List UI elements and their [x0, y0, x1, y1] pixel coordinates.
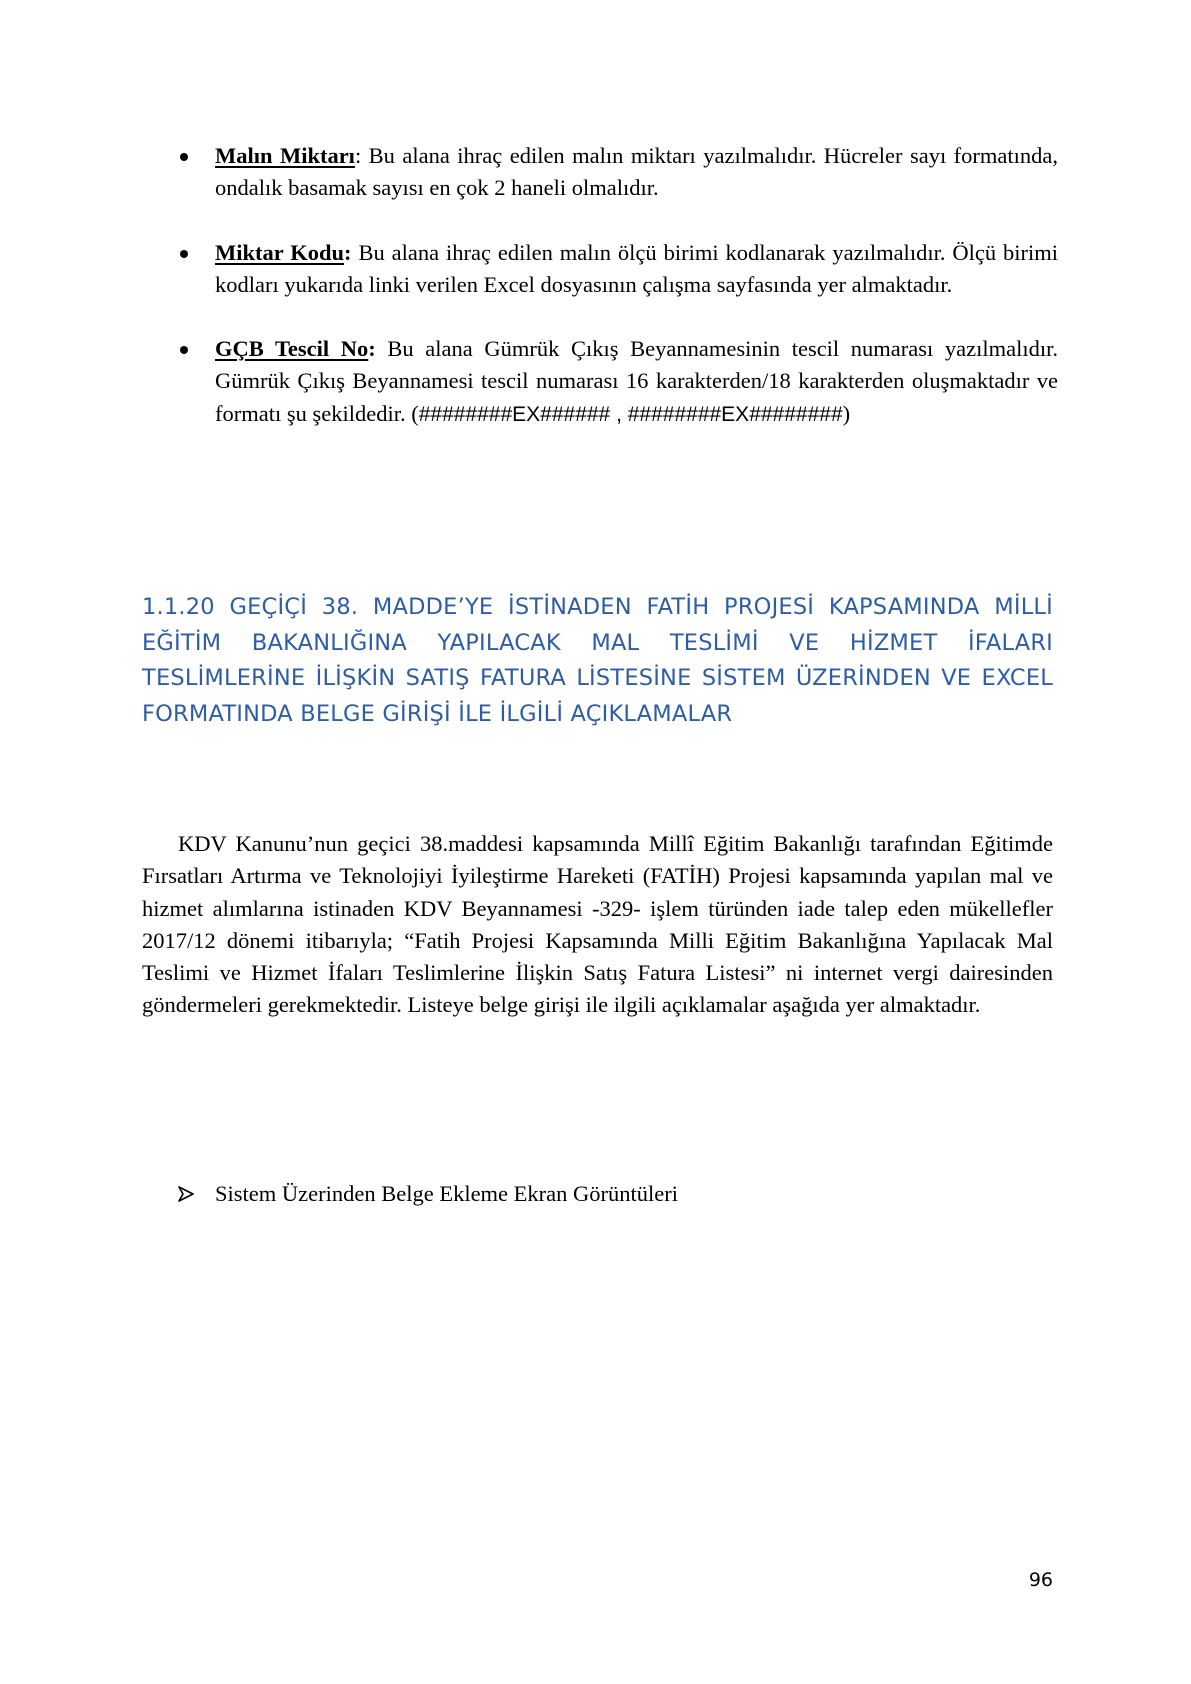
pattern-suffix: ) [842, 400, 851, 426]
term-label: Miktar Kodu [215, 239, 345, 265]
term-colon: : [368, 336, 376, 362]
body-paragraph: KDV Kanunu’nun geçici 38.maddesi kapsamında Millî Eğitim Bakanlığı tarafından Eğitimde Fırsatları Artırma ve Teknolojiyi İyileştirme Hareketi (FATİH) Projesi kapsamında yapılan mal ve hizmet alımlarına istinaden KDV Beyannamesi -329- işlem türünden iade talep eden mükellefler 2017/12 dönemi itibarıyla; “Fatih Projesi Kapsamında Milli Eğitim Bakanlığına Yapılacak Mal Teslimi ve Hizmet İfaları Teslimlerine İlişkin Satış Fatura Listesi” ni internet vergi dairesinden göndermeleri gerekmektedir. Listeye belge girişi ile ilgili açıklamalar aşağıda yer almaktadır. [142, 831, 1053, 1018]
page-number: 96 [1028, 1569, 1053, 1591]
arrowhead-bullet-icon [178, 1186, 194, 1202]
term-description: Bu alana ihraç edilen malın ölçü birimi kodlanarak yazılmalıdır. Ölçü birimi kodları yukarıda linki verilen Excel dosyasının çalışma sayfasında yer almaktadır. [215, 239, 1059, 297]
registration-format-pattern: ########EX###### , ########EX######## [418, 402, 843, 426]
term-label: Malın Miktarı [215, 143, 355, 168]
field-description-list [178, 140, 1058, 431]
list-item-malin-miktari [178, 140, 1058, 205]
bullet-dot-icon [180, 250, 188, 258]
term-label: GÇB Tescil No [215, 336, 369, 362]
term-description: Bu alana ihraç edilen malın miktarı yazılmalıdır. Hücreler sayı formatında, ondalık basamak sayısı en çok 2 haneli olmalıdır. [215, 143, 1058, 201]
term-colon: : [344, 239, 352, 265]
section-heading: 1.1.20 GEÇİÇİ 38. MADDE’YE İSTİNADEN FATİH PROJESİ KAPSAMINDA MİLLİ EĞİTİM BAKANLIĞINA YAPILACAK MAL TESLİMİ VE HİZMET İFALARI TESLİMLERİNE İLİŞKİN SATIŞ FATURA LİSTESİNE SİSTEM ÜZERİNDEN VE EXCEL FORMATINDA BELGE GİRİŞİ İLE İLGİLİ AÇIKLAMALAR [142, 594, 1053, 727]
bullet-dot-icon [180, 153, 188, 161]
list-item-gcb-tescil-no [178, 333, 1058, 431]
bullet-dot-icon [180, 346, 188, 354]
list-item-miktar-kodu [178, 237, 1058, 302]
arrow-list-item [178, 1178, 1095, 1210]
term-description: Bu alana Gümrük Çıkış Beyannamesinin tescil numarası yazılmalıdır. Gümrük Çıkış Beyannamesi tescil numarası 16 karakterden/18 karakterden oluşmaktadır ve formatı şu şekildedir. ( [215, 336, 1058, 426]
term-colon: : [354, 143, 362, 168]
arrow-item-text: Sistem Üzerinden Belge Ekleme Ekran Görüntüleri [215, 1181, 678, 1206]
